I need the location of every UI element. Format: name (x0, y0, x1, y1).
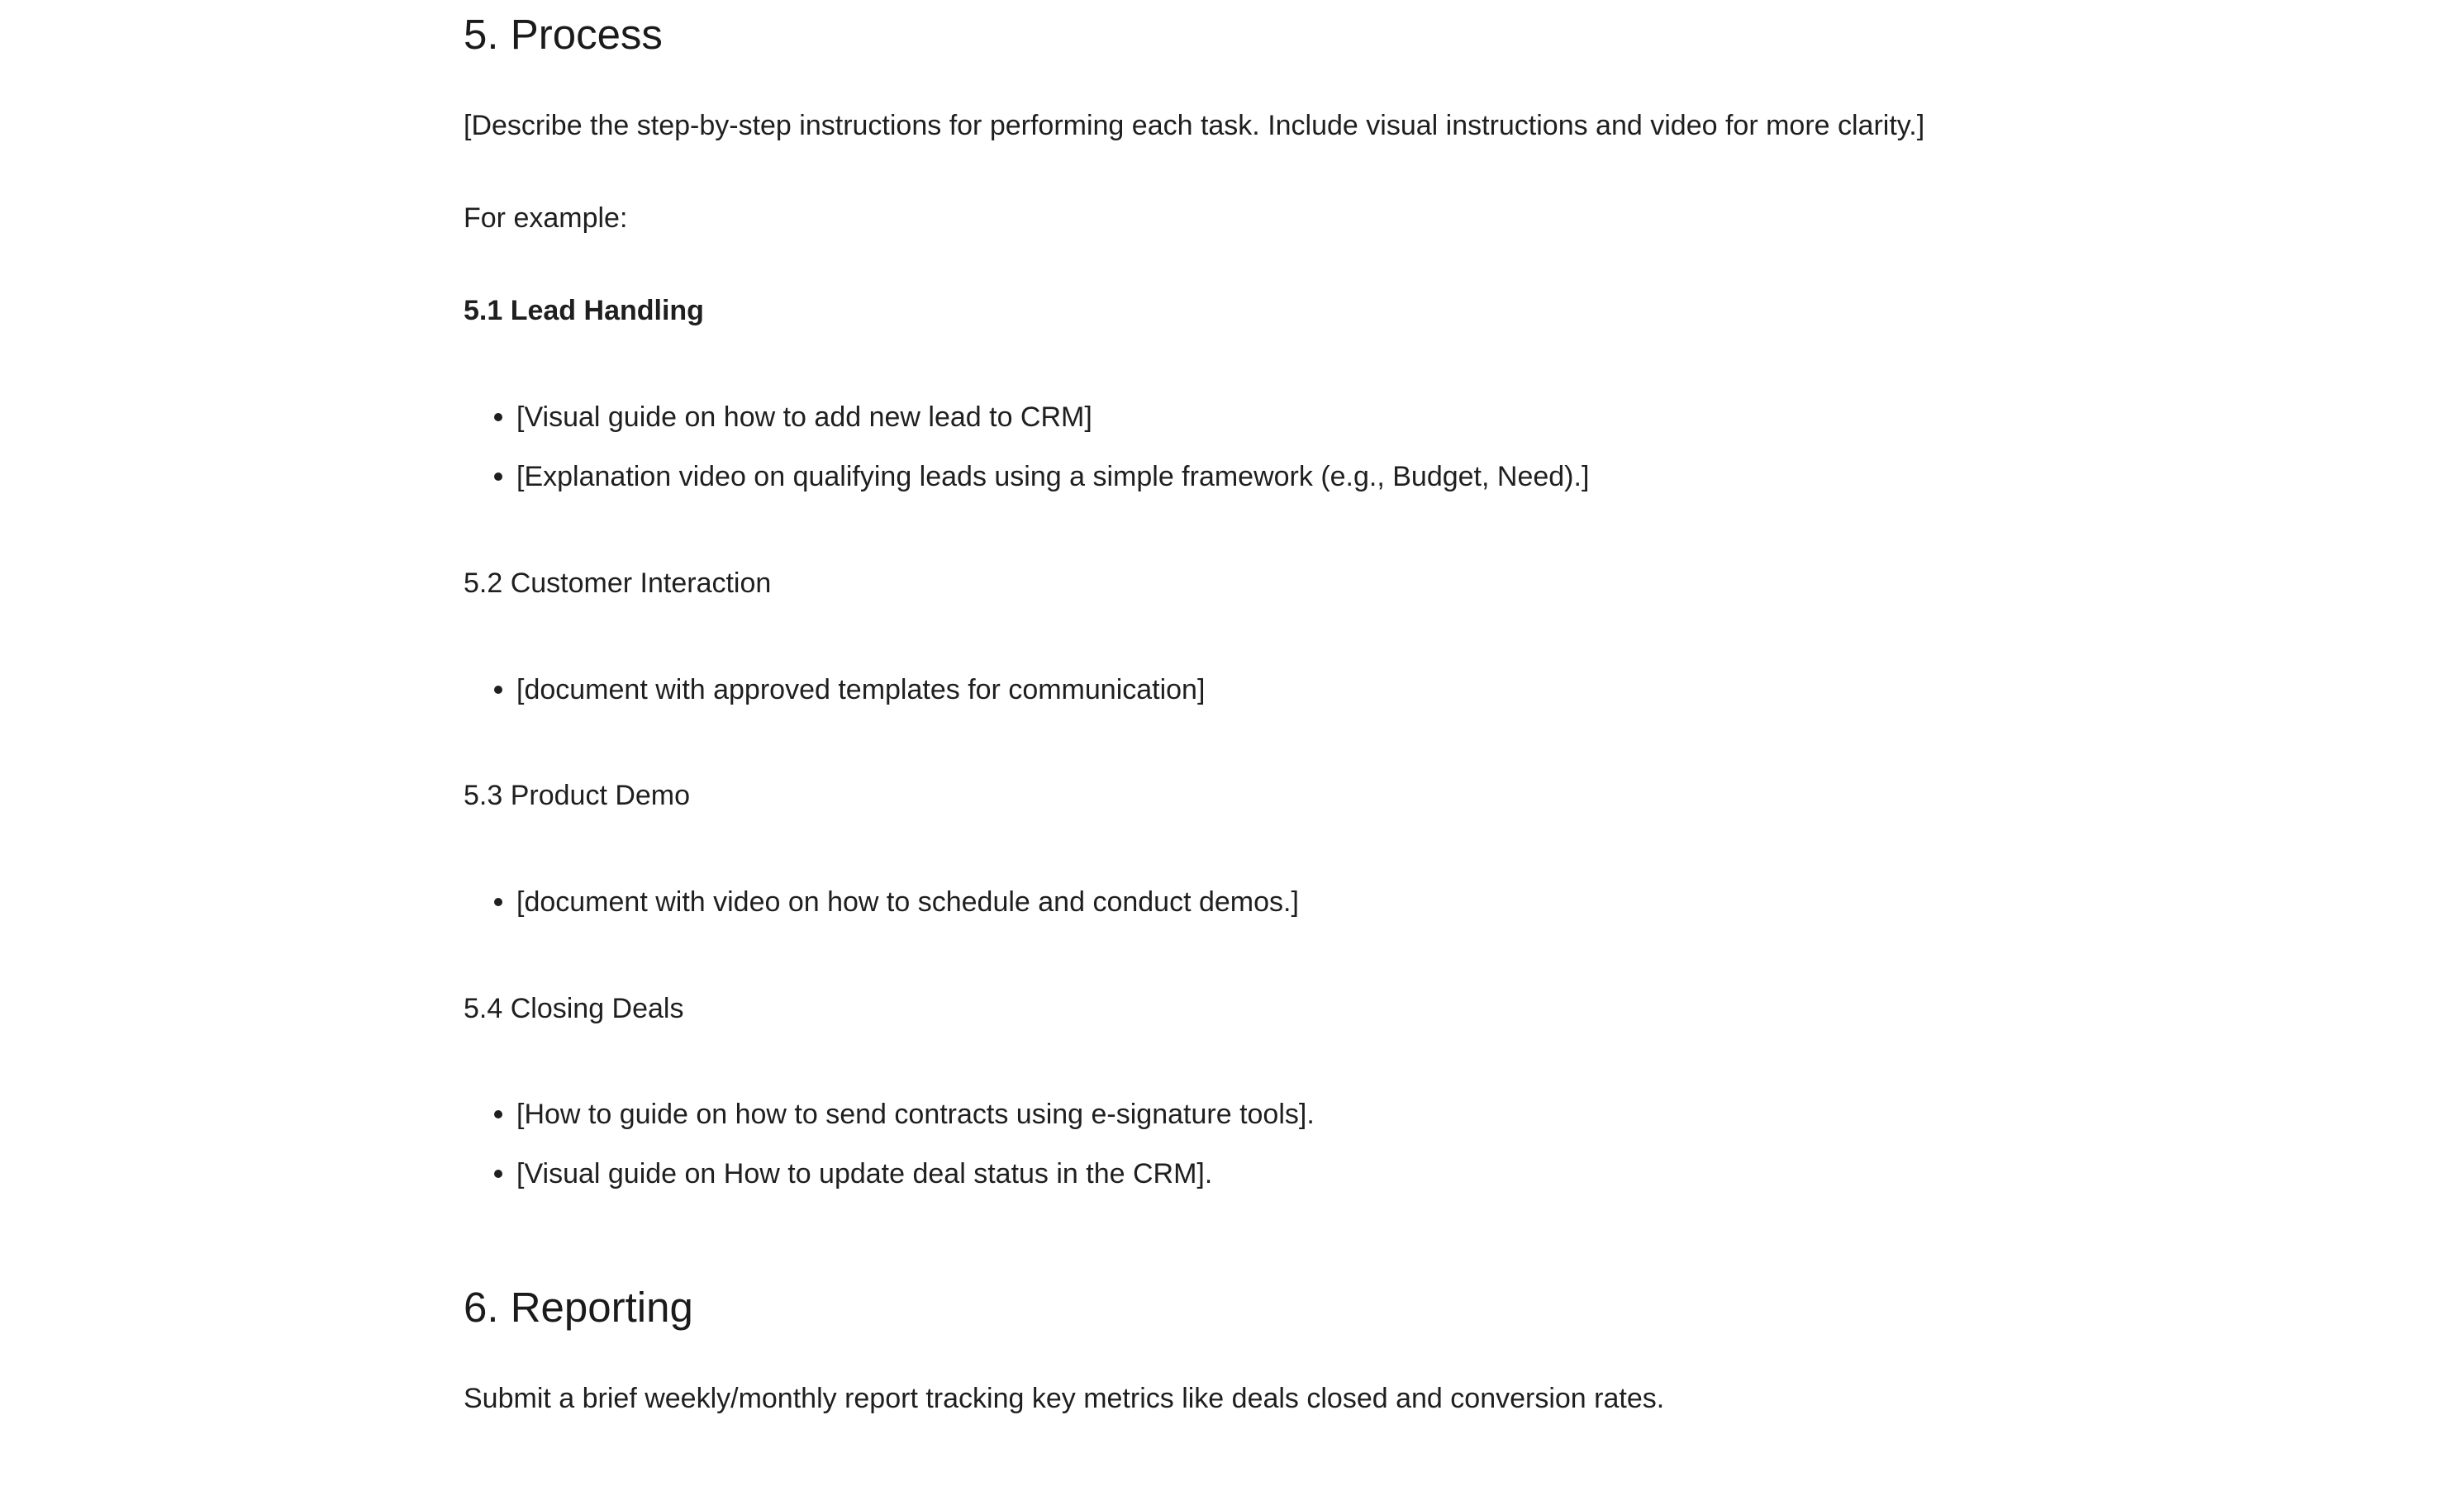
bullet-icon (494, 1110, 502, 1118)
process-intro-text: [Describe the step-by-step instructions for performing each task. Include visual instructions and video for more clarity.] (464, 110, 1925, 141)
section-heading-reporting: 6. Reporting (464, 1284, 693, 1331)
list-item (516, 1160, 1212, 1188)
list-item-text: [document with video on how to schedule and conduct demos.] (516, 886, 1299, 918)
bullet-icon (494, 413, 502, 421)
bullet-icon (494, 686, 502, 694)
section-heading-process: 5. Process (464, 11, 663, 58)
subsection-title-closing-deals: 5.4 Closing Deals (464, 993, 684, 1024)
list-item (516, 888, 1299, 916)
list-item (516, 1100, 1315, 1128)
list-item-text: [Visual guide on How to update deal status in the CRM]. (516, 1158, 1213, 1189)
subsection-title-customer-interaction: 5.2 Customer Interaction (464, 567, 772, 599)
reporting-body-text: Submit a brief weekly/monthly report tracking key metrics like deals closed and conversion rates. (464, 1383, 1665, 1414)
list-item-text: [Explanation video on qualifying leads using a simple framework (e.g., Budget, Need).] (516, 461, 1590, 492)
example-label: For example: (464, 202, 628, 234)
list-item-text: [document with approved templates for communication] (516, 674, 1206, 705)
bullet-icon (494, 898, 502, 906)
list-item-text: [Visual guide on how to add new lead to CRM] (516, 401, 1092, 433)
subsection-title-lead-handling: 5.1 Lead Handling (464, 295, 704, 326)
bullet-icon (494, 472, 502, 481)
list-item (516, 676, 1205, 704)
list-item-text: [How to guide on how to send contracts using e-signature tools]. (516, 1099, 1315, 1130)
bullet-icon (494, 1170, 502, 1178)
subsection-title-product-demo: 5.3 Product Demo (464, 780, 691, 811)
list-item (516, 463, 1589, 491)
list-item (516, 403, 1092, 431)
